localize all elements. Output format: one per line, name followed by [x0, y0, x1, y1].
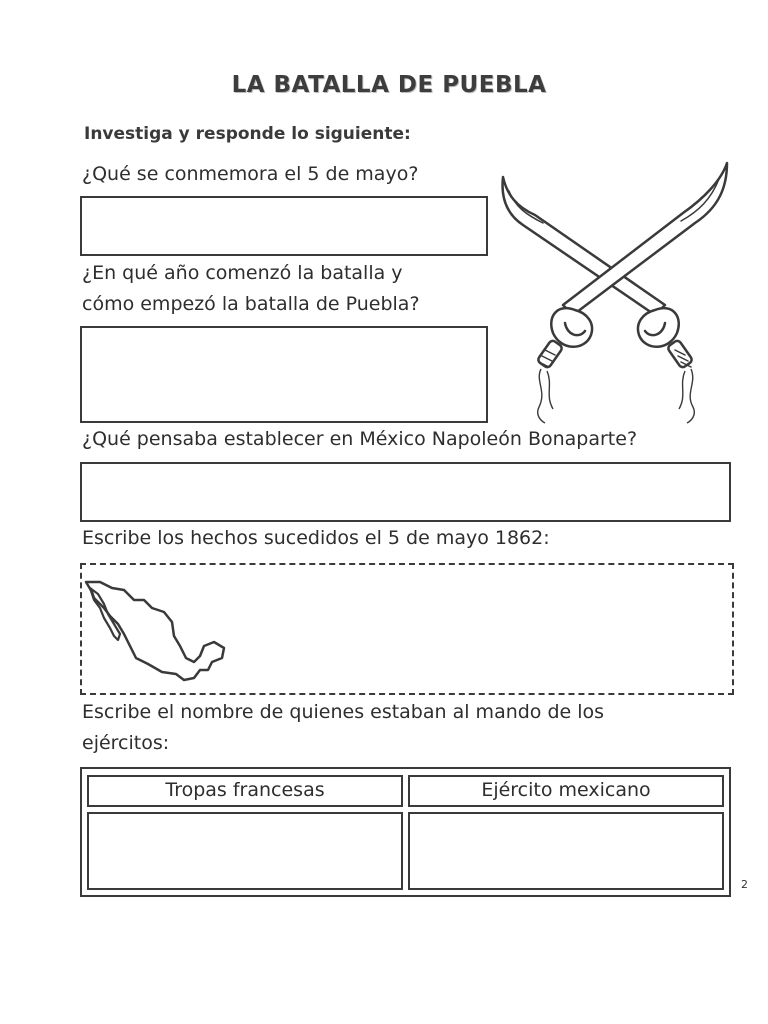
left-grip: [537, 339, 563, 368]
instruction-text: Investiga y responde lo siguiente:: [84, 124, 411, 144]
answer-box-3[interactable]: [80, 462, 731, 522]
question-2-line-1: ¿En qué año comenzó la batalla y: [82, 262, 403, 284]
left-guard: [551, 308, 592, 347]
page-title: LA BATALLA DE PUEBLA: [231, 72, 547, 98]
question-5-line-2: ejércitos:: [82, 732, 170, 754]
right-grip: [667, 339, 693, 368]
right-guard: [638, 308, 679, 347]
question-4: Escribe los hechos sucedidos el 5 de mayo 1862:: [82, 527, 550, 549]
table-header-mexican: Ejército mexicano: [408, 775, 724, 807]
commanders-table: [80, 767, 731, 897]
crossed-swords-icon: [495, 155, 735, 425]
question-5-line-1: Escribe el nombre de quienes estaban al mando de los: [82, 701, 605, 723]
table-header-french: Tropas francesas: [87, 775, 403, 807]
question-3: ¿Qué pensaba establecer en México Napoleón Bonaparte?: [82, 428, 638, 450]
answer-box-2[interactable]: [80, 326, 488, 423]
table-cell-mexican[interactable]: [408, 812, 724, 890]
page-number: 2: [741, 878, 748, 891]
mexico-map-icon: [82, 578, 232, 688]
table-cell-french[interactable]: [87, 812, 403, 890]
answer-box-1[interactable]: [80, 196, 488, 256]
question-1: ¿Qué se conmemora el 5 de mayo?: [82, 163, 419, 185]
question-2-line-2: cómo empezó la batalla de Puebla?: [82, 293, 420, 315]
